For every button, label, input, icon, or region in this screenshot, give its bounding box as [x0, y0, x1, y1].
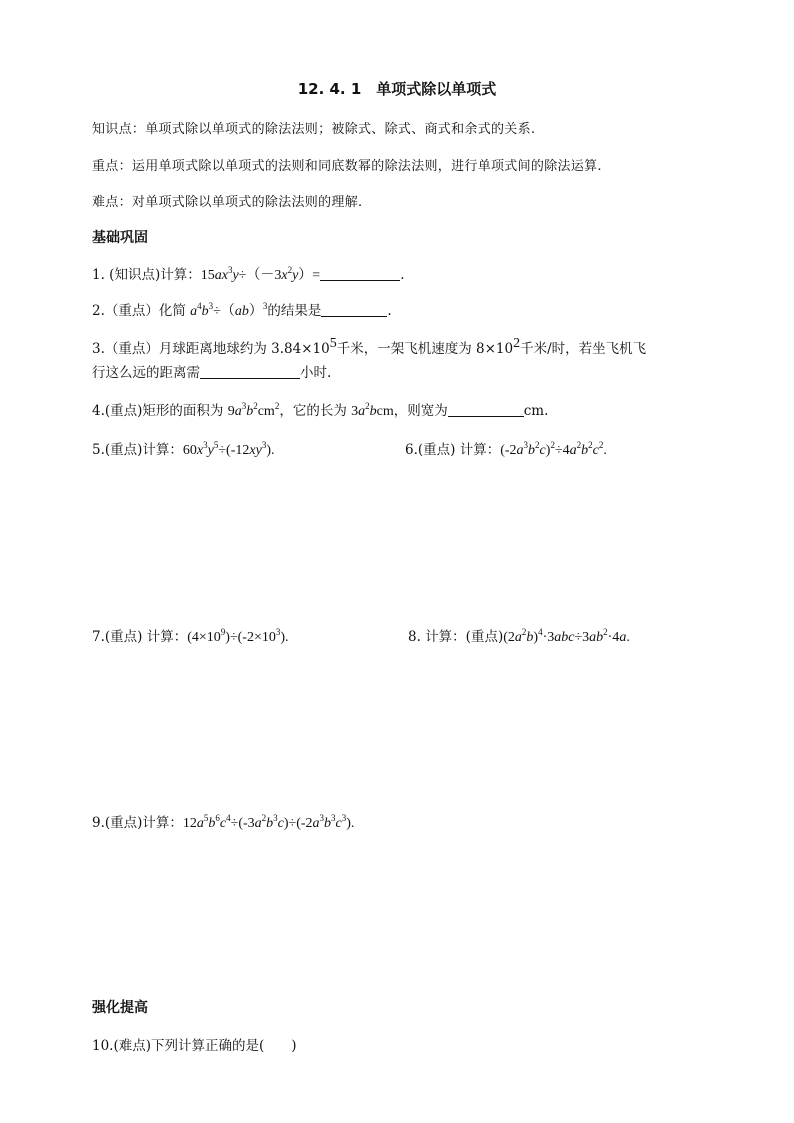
question-2-suffix: 的结果是 [267, 303, 322, 319]
question-1-expression: $15ax^3y\div(-3x^2y)=$ [200, 265, 321, 283]
question-8-expression: $(2a^2b)^4\cdot 3abc\div 3ab^2\cdot 4a$. [503, 627, 630, 645]
question-3-text-c: 千米/时，若坐飞机飞 [520, 341, 647, 357]
question-1-answer-blank[interactable] [320, 266, 400, 281]
question-9-prefix: 9.(重点)计算： [92, 815, 183, 831]
question-9 [92, 811, 354, 832]
question-7-prefix: 7.(重点) 计算： [92, 629, 188, 645]
question-3-line-2 [92, 361, 331, 381]
question-6-expression: $(-2a^3b^2c)^2\div 4a^2b^2c^2$. [500, 440, 607, 458]
question-7 [92, 625, 289, 646]
question-6-prefix: 6.(重点) 计算： [405, 442, 501, 458]
question-3-text-e: 小时. [300, 365, 332, 381]
question-4-answer-blank[interactable] [448, 402, 524, 417]
question-7-expression: $(4\times 10^9)\div(-2\times 10^3)$. [187, 627, 289, 645]
question-5-expression: $60x^3y^5\div(-12xy^3)$. [182, 440, 275, 458]
question-4 [92, 399, 548, 420]
knowledge-points: 知识点：单项式除以单项式的除法法则；被除式、除式、商式和余式的关系. [92, 122, 536, 137]
question-4-area: $9a^3b^2cm^2$ [227, 401, 280, 419]
question-4-length: $3a^2bcm$ [351, 401, 394, 419]
question-9-expression: $12a^5b^6c^4\div(-3a^2b^3c)\div(-2a^3b^3c^3)$. [182, 813, 355, 831]
question-3-text-d: 行这么远的距离需 [92, 365, 200, 381]
question-2: 2.（重点）化简 $a^4b^3\div(ab)^3$的结果是 . [92, 301, 392, 319]
difficult-points: 难点：对单项式除以单项式的除法法则的理解. [92, 195, 363, 210]
question-8 [408, 625, 630, 646]
section-advanced: 强化提高 [92, 1000, 148, 1016]
question-1 [92, 263, 404, 284]
question-1-prefix: 1. (知识点)计算： [92, 267, 201, 283]
question-3-text-a: 3.（重点）月球距离地球约为 3.84×10 [92, 341, 330, 357]
question-4-middle: ，它的长为 [279, 403, 352, 419]
key-points: 重点：运用单项式除以单项式的法则和同底数幂的除法法则，进行单项式间的除法运算. [92, 159, 602, 174]
question-8-prefix: 8. 计算：(重点) [408, 629, 504, 645]
question-4-suffix-b: cm. [523, 403, 549, 419]
question-6 [405, 438, 607, 459]
question-4-suffix-a: ，则宽为 [393, 403, 448, 419]
question-3-line-1: 3.（重点）月球距离地球约为 $3.84\times 10^5$千米，一架飞机速度为 $8\times 10^2$千米/时，若坐飞机飞 [92, 336, 647, 357]
question-2-prefix: 2.（重点）化简 [92, 303, 191, 319]
question-3-answer-blank[interactable] [200, 364, 300, 379]
question-3-text-b: 千米，一架飞机速度为 8×10 [336, 341, 514, 357]
question-2-answer-blank[interactable] [321, 302, 387, 317]
question-2-expression: $a^4b^3\div(ab)^3$ [190, 301, 268, 319]
question-5-prefix: 5.(重点)计算： [92, 442, 183, 458]
page-title: 12. 4. 1 单项式除以单项式 [297, 80, 497, 98]
section-basic: 基础巩固 [92, 230, 148, 246]
question-5 [92, 438, 274, 459]
question-4-prefix: 4.(重点)矩形的面积为 [92, 403, 228, 419]
question-10: 10.(难点)下列计算正确的是( ) [92, 1038, 297, 1054]
question-1-suffix: . [400, 267, 405, 283]
